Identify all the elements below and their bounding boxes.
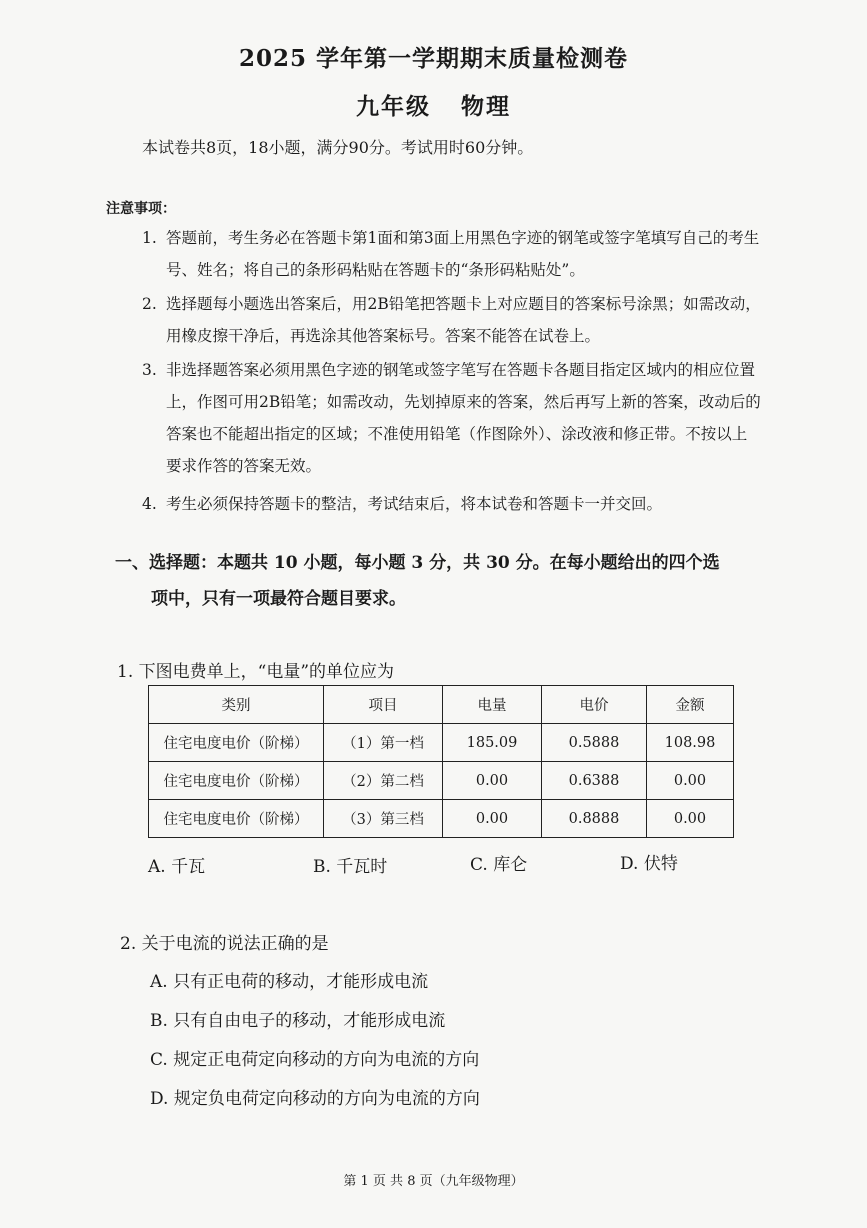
note-text: 答题前，考生务必在答题卡第1面和第3面上用黑色字迹的钢笔或签字笔填写自己的考生号、姓名；将自己的条形码粘贴在答题卡的“条形码粘贴处”。 bbox=[166, 229, 760, 279]
table-cell: 0.00 bbox=[443, 762, 542, 800]
note-item bbox=[142, 288, 762, 352]
grade-label: 九年级 bbox=[356, 93, 431, 120]
table-cell: 住宅电度电价（阶梯） bbox=[149, 800, 324, 838]
notes-heading: 注意事项： bbox=[106, 201, 176, 217]
note-number: 4. bbox=[142, 495, 157, 513]
question-2-stem: 2. 关于电流的说法正确的是 bbox=[120, 934, 329, 954]
table-cell: （3）第三档 bbox=[324, 800, 443, 838]
page-footer: 第 1 页 共 8 页（九年级物理） bbox=[343, 1174, 524, 1189]
subject-label: 物理 bbox=[461, 93, 511, 120]
question-2-option-d: D. 规定负电荷定向移动的方向为电流的方向 bbox=[150, 1089, 480, 1109]
note-text: 非选择题答案必须用黑色字迹的钢笔或签字笔写在答题卡各题目指定区域内的相应位置上，作图可用2B铅笔；如需改动，先划掉原来的答案，然后再写上新的答案，改动后的答案也不能超出指定的区域；不准使用铅笔（作图除外）、涂改液和修正带。不按以上要求作答的答案无效。 bbox=[166, 361, 761, 475]
table-header-cell: 类别 bbox=[149, 686, 324, 724]
note-item bbox=[142, 354, 762, 482]
note-text: 考生必须保持答题卡的整洁，考试结束后，将本试卷和答题卡一并交回。 bbox=[166, 495, 663, 513]
table-header-row bbox=[149, 686, 734, 724]
question-1-option-a: A. 千瓦 bbox=[148, 857, 206, 877]
section-line-2: 项中，只有一项最符合题目要求。 bbox=[151, 589, 406, 609]
table-cell: 0.5888 bbox=[542, 724, 647, 762]
exam-subtitle bbox=[0, 88, 867, 121]
question-2-option-b: B. 只有自由电子的移动，才能形成电流 bbox=[150, 1011, 446, 1031]
table-cell: 住宅电度电价（阶梯） bbox=[149, 724, 324, 762]
exam-intro: 本试卷共8页，18小题，满分90分。考试用时60分钟。 bbox=[142, 138, 534, 157]
question-1-option-c: C. 库仑 bbox=[470, 855, 528, 875]
table-cell: 0.00 bbox=[443, 800, 542, 838]
table-row bbox=[149, 762, 734, 800]
table-cell: 185.09 bbox=[443, 724, 542, 762]
note-item bbox=[142, 488, 762, 520]
table-row bbox=[149, 724, 734, 762]
note-text: 选择题每小题选出答案后，用2B铅笔把答题卡上对应题目的答案标号涂黑；如需改动，用橡皮擦干净后，再选涂其他答案标号。答案不能答在试卷上。 bbox=[166, 295, 761, 345]
question-1-option-b: B. 千瓦时 bbox=[313, 857, 388, 877]
table-cell: （2）第二档 bbox=[324, 762, 443, 800]
table-header-cell: 金额 bbox=[647, 686, 734, 724]
exam-title: 2025 学年第一学期期末质量检测卷 bbox=[238, 45, 629, 72]
note-number: 1. bbox=[142, 229, 157, 247]
question-1-stem: 1. 下图电费单上，“电量”的单位应为 bbox=[117, 662, 395, 682]
section-heading bbox=[115, 545, 755, 617]
question-2-option-c: C. 规定正电荷定向移动的方向为电流的方向 bbox=[150, 1050, 480, 1070]
table-cell: 住宅电度电价（阶梯） bbox=[149, 762, 324, 800]
electricity-bill-table bbox=[148, 685, 734, 838]
table-cell: （1）第一档 bbox=[324, 724, 443, 762]
table-header-cell: 电价 bbox=[542, 686, 647, 724]
table-cell: 0.00 bbox=[647, 800, 734, 838]
table-cell: 0.6388 bbox=[542, 762, 647, 800]
section-line-1: 一、选择题：本题共 10 小题，每小题 3 分，共 30 分。在每小题给出的四个选 bbox=[115, 553, 720, 573]
table-header-cell: 项目 bbox=[324, 686, 443, 724]
table-cell: 0.8888 bbox=[542, 800, 647, 838]
note-item bbox=[142, 222, 762, 286]
note-number: 3. bbox=[142, 361, 157, 379]
table-cell: 108.98 bbox=[647, 724, 734, 762]
note-number: 2. bbox=[142, 295, 157, 313]
table-row bbox=[149, 800, 734, 838]
table-cell: 0.00 bbox=[647, 762, 734, 800]
question-1-option-d: D. 伏特 bbox=[620, 854, 678, 874]
question-2-option-a: A. 只有正电荷的移动，才能形成电流 bbox=[150, 972, 429, 992]
table-header-cell: 电量 bbox=[443, 686, 542, 724]
